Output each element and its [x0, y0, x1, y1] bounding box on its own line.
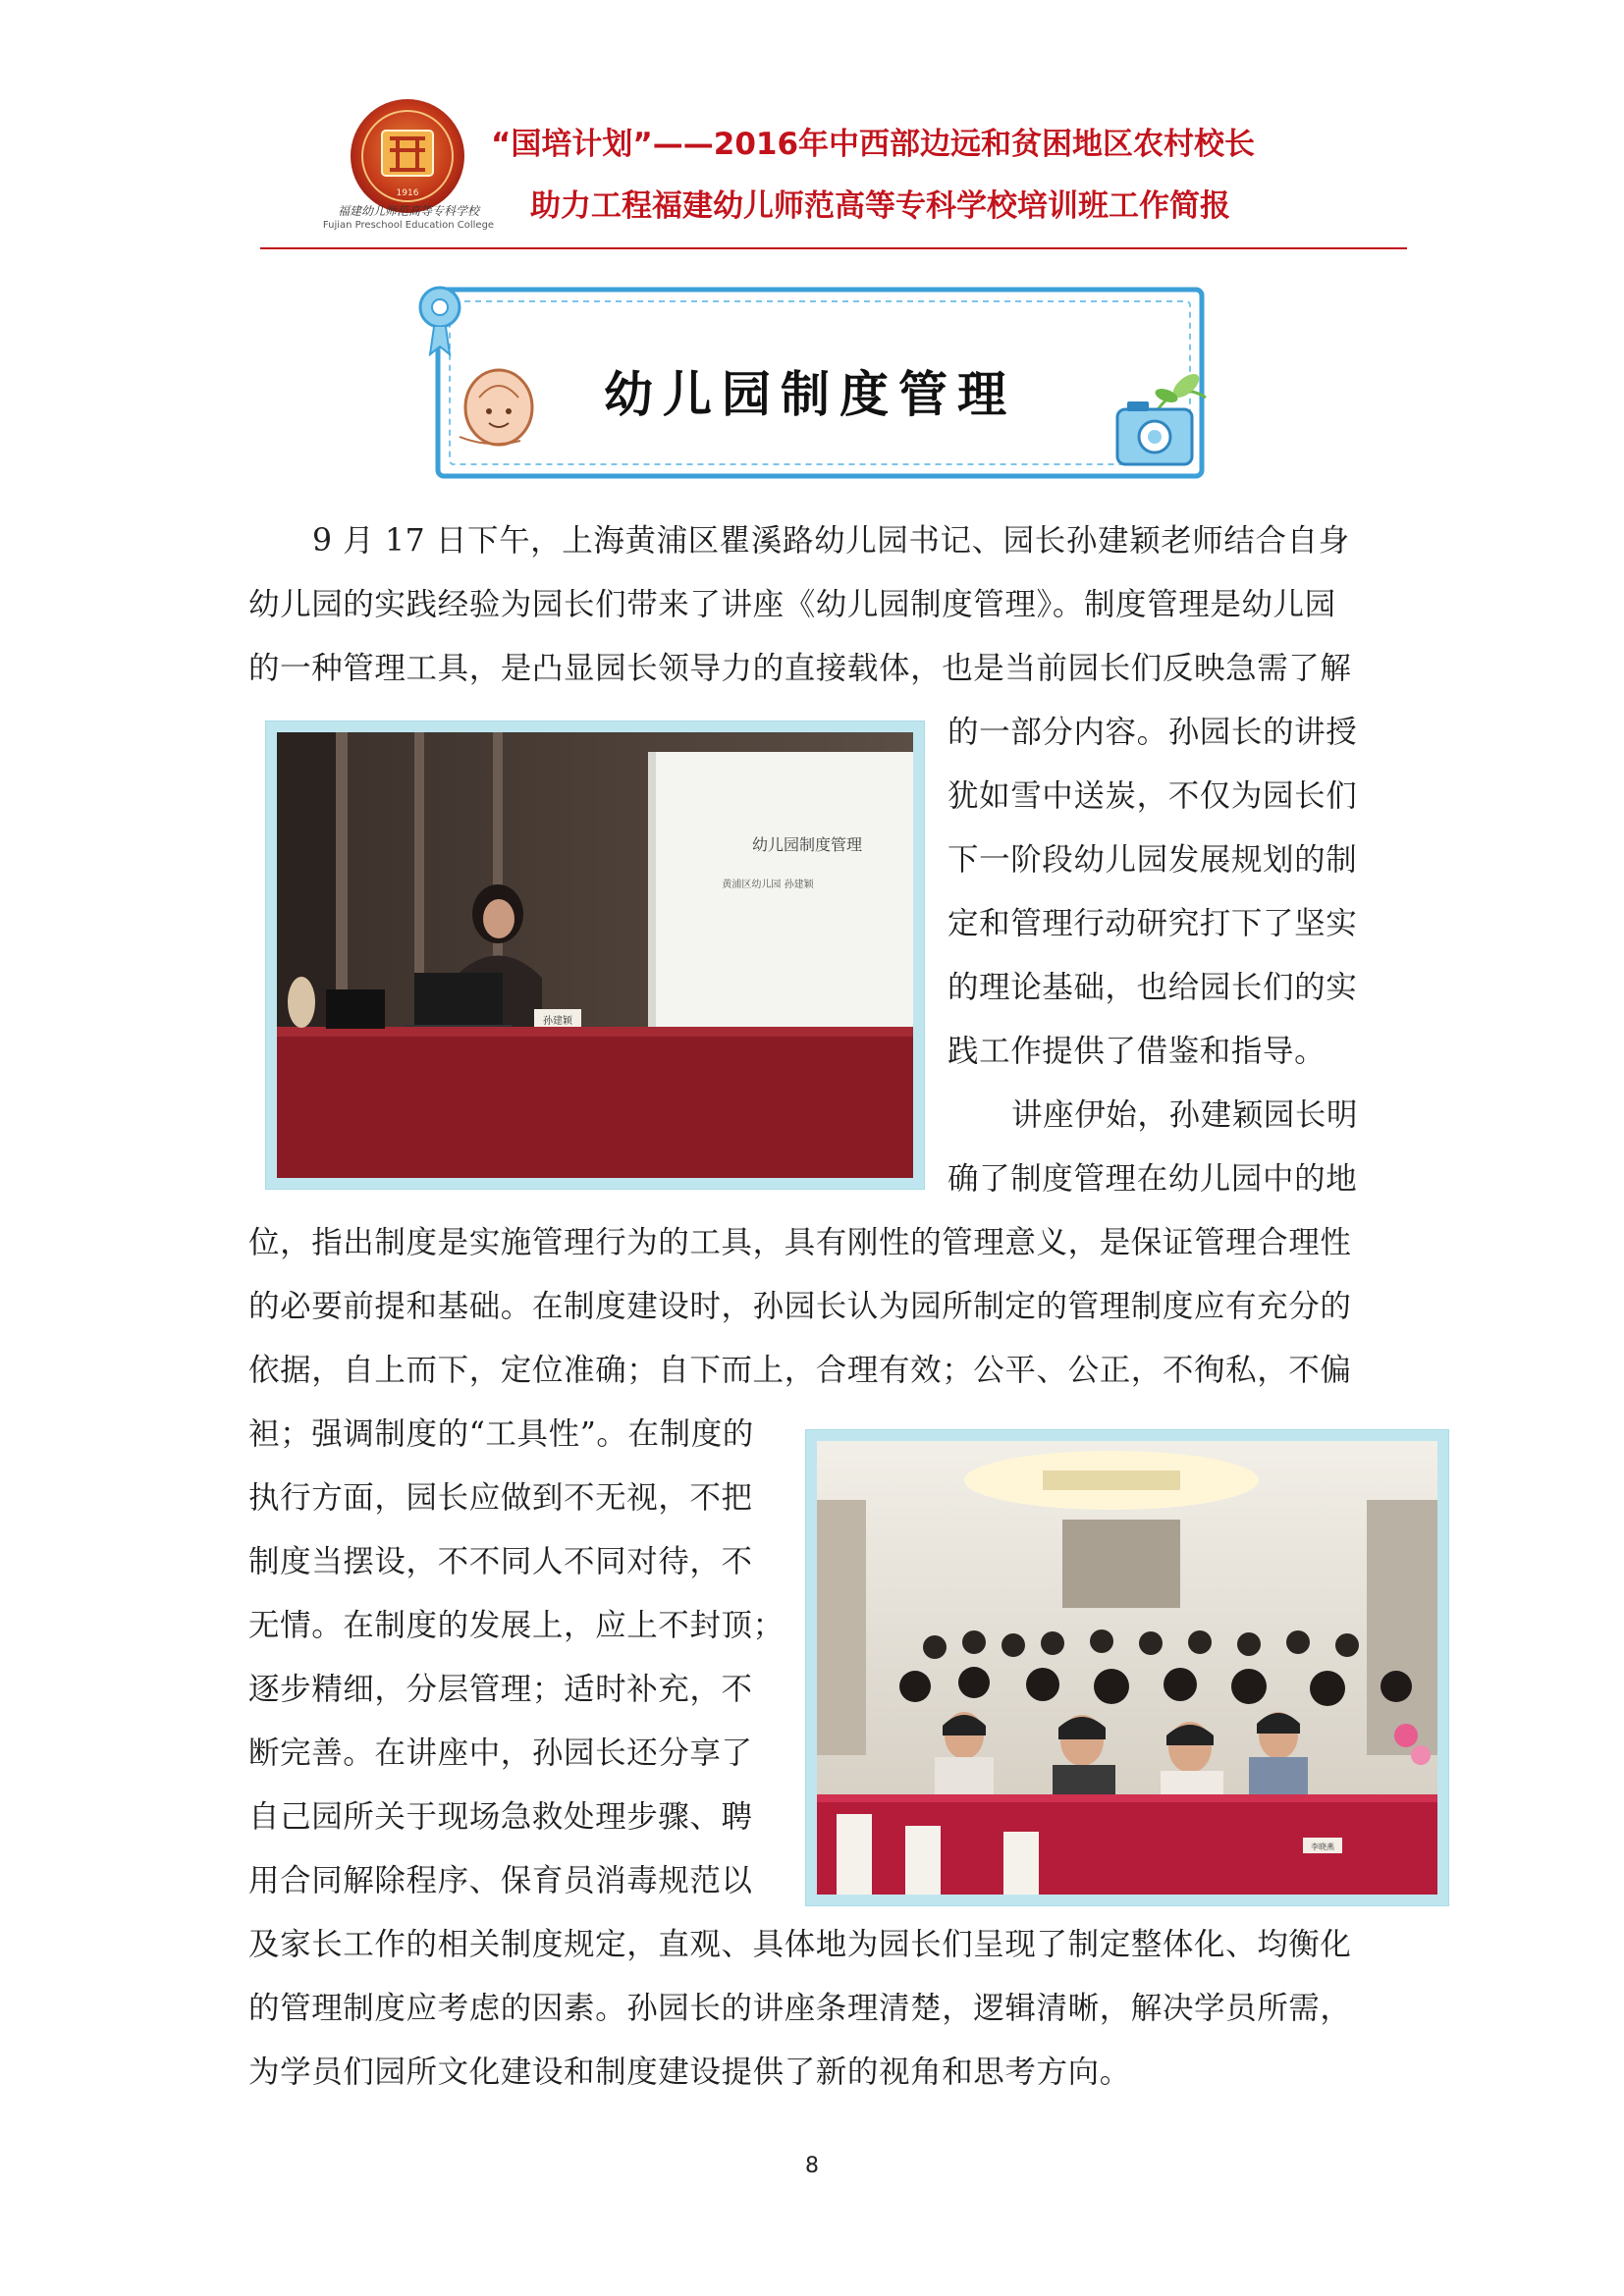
body-line: 的一种管理工具，是凸显园长领导力的直接载体，也是当前园长们反映急需了解: [248, 651, 1352, 686]
section-title: 幼儿园制度管理: [604, 366, 1016, 423]
body-line: 犹如雪中送炭，不仅为园长们: [947, 778, 1358, 814]
body-line: 袒；强调制度的“工具性”。在制度的: [248, 1416, 754, 1452]
body-line: 的理论基础，也给园长们的实: [947, 970, 1358, 1005]
body-line: 幼儿园的实践经验为园长们带来了讲座《幼儿园制度管理》。制度管理是幼儿园: [248, 587, 1336, 622]
body-line: 及家长工作的相关制度规定，直观、具体地为园长们呈现了制定整体化、均衡化: [248, 1927, 1352, 1962]
body-line: 确了制度管理在幼儿园中的地: [947, 1161, 1358, 1197]
body-line: 定和管理行动研究打下了坚实: [947, 906, 1358, 941]
college-name-en: Fujian Preschool Education College: [322, 220, 495, 231]
body-line: 断完善。在讲座中，孙园长还分享了: [248, 1735, 753, 1771]
lecturer-scene: [277, 732, 913, 1178]
header-divider: [260, 247, 1407, 249]
body-line: 无情。在制度的发展上，应上不封顶；: [248, 1608, 785, 1643]
body-line: 下一阶段幼儿园发展规划的制: [947, 842, 1358, 878]
body-line: 用合同解除程序、保育员消毒规范以: [248, 1863, 753, 1898]
audience-scene: [817, 1441, 1437, 1895]
body-line: 的管理制度应考虑的因素。孙园长的讲座条理清楚，逻辑清晰，解决学员所需，: [248, 1991, 1352, 2026]
body-line: 逐步精细，分层管理；适时补充，不: [248, 1672, 753, 1707]
name-card-text: 孙建颖: [543, 1016, 572, 1027]
body-line: 为学员们园所文化建设和制度建设提供了新的视角和思考方向。: [248, 2055, 1131, 2090]
body-line: 依据，自上而下，定位准确；自下而上，合理有效；公平、公正，不徇私，不偏: [248, 1353, 1352, 1388]
page-number: 8: [805, 2154, 819, 2178]
body-line: 9 月 17 日下午，上海黄浦区瞿溪路幼儿园书记、园长孙建颖老师结合自身: [312, 523, 1350, 559]
svg-text:1916: 1916: [396, 188, 419, 198]
body-line: 的一部分内容。孙园长的讲授: [947, 715, 1358, 750]
body-line: 的必要前提和基础。在制度建设时，孙园长认为园所制定的管理制度应有充分的: [248, 1289, 1352, 1324]
screen-subtitle: 黄浦区幼儿园 孙建颖: [722, 880, 814, 890]
lecture-photo: [265, 721, 925, 1190]
body-line: 讲座伊始，孙建颖园长明: [1011, 1097, 1359, 1133]
name-card-text: 李晓燕: [1311, 1842, 1334, 1851]
body-line: 自己园所关于现场急救处理步骤、聘: [248, 1799, 753, 1835]
body-line: 位，指出制度是实施管理行为的工具，具有刚性的管理意义，是保证管理合理性: [248, 1225, 1352, 1260]
audience-photo: [805, 1429, 1449, 1906]
screen-title: 幼儿园制度管理: [751, 835, 863, 854]
body-line: 践工作提供了借鉴和指导。: [947, 1034, 1326, 1069]
header-title-line1: “国培计划”——2016年中西部边远和贫困地区农村校长: [491, 127, 1256, 162]
header-title-line2: 助力工程福建幼儿师范高等专科学校培训班工作简报: [530, 188, 1230, 224]
body-line: 制度当摆设，不不同人不同对待，不: [248, 1544, 753, 1579]
college-name-cn: 福建幼儿师范高等专科学校: [337, 204, 479, 218]
body-line: 执行方面，园长应做到不无视，不把: [248, 1480, 753, 1516]
